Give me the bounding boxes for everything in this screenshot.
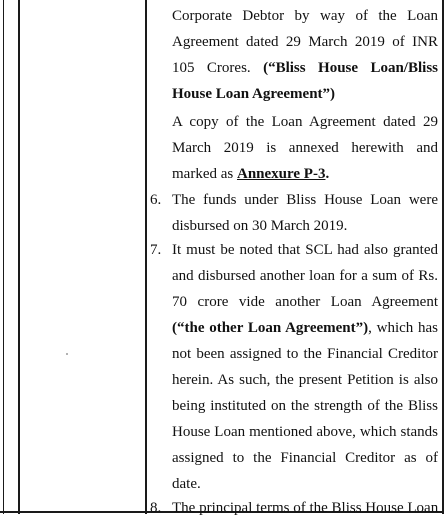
defined-term: (“Bliss House Loan/Bliss: [263, 60, 438, 76]
text-span: 105 Crores.: [172, 60, 264, 76]
text-line: not been assigned to the Financial Creditor: [172, 346, 438, 362]
text-span: .: [325, 166, 330, 182]
column-divider: [145, 0, 147, 514]
paragraph-number: 7.: [150, 242, 162, 258]
defined-term: (“the other Loan Agreement”): [172, 320, 369, 336]
paragraph-number: 6.: [150, 192, 162, 208]
text-line: Agreement dated 29 March 2019 of INR: [172, 34, 438, 50]
table-border-left-outer: [3, 0, 4, 514]
text-line: date.: [172, 476, 201, 492]
text-span: marked as: [172, 166, 237, 182]
paragraph-number: 8.: [150, 500, 162, 516]
text-line: A copy of the Loan Agreement dated 29: [172, 114, 438, 130]
text-span: , which has: [368, 320, 438, 336]
text-line: Corporate Debtor by way of the Loan: [172, 8, 438, 24]
text-line: [172, 81, 438, 107]
text-line: 70 crore vide another Loan Agreement: [172, 294, 438, 310]
text-line: March 2019 is annexed herewith and: [172, 140, 438, 156]
scan-speck: [66, 353, 68, 355]
text-line: [172, 161, 438, 187]
table-border-left-inner: [18, 0, 20, 514]
text-line: and disbursed another loan for a sum of Rs.: [172, 268, 438, 284]
text-line: The funds under Bliss House Loan were: [172, 192, 438, 208]
text-line: herein. As such, the present Petition is also: [172, 372, 438, 388]
text-line: It must be noted that SCL had also granted: [172, 242, 438, 258]
text-line: House Loan mentioned above, which stands: [172, 424, 438, 440]
text-column: [150, 0, 438, 514]
text-line: disbursed on 30 March 2019.: [172, 218, 348, 234]
annexure-reference: Annexure P-3: [236, 166, 326, 182]
text-line: [172, 315, 438, 341]
defined-term: House Loan Agreement”): [172, 86, 336, 102]
text-line: being instituted on the strength of the Bliss: [172, 398, 438, 414]
text-line: assigned to the Financial Creditor as of: [172, 450, 438, 466]
text-line: [172, 55, 438, 81]
text-line: The principal terms of the Bliss House Loan: [172, 500, 439, 516]
